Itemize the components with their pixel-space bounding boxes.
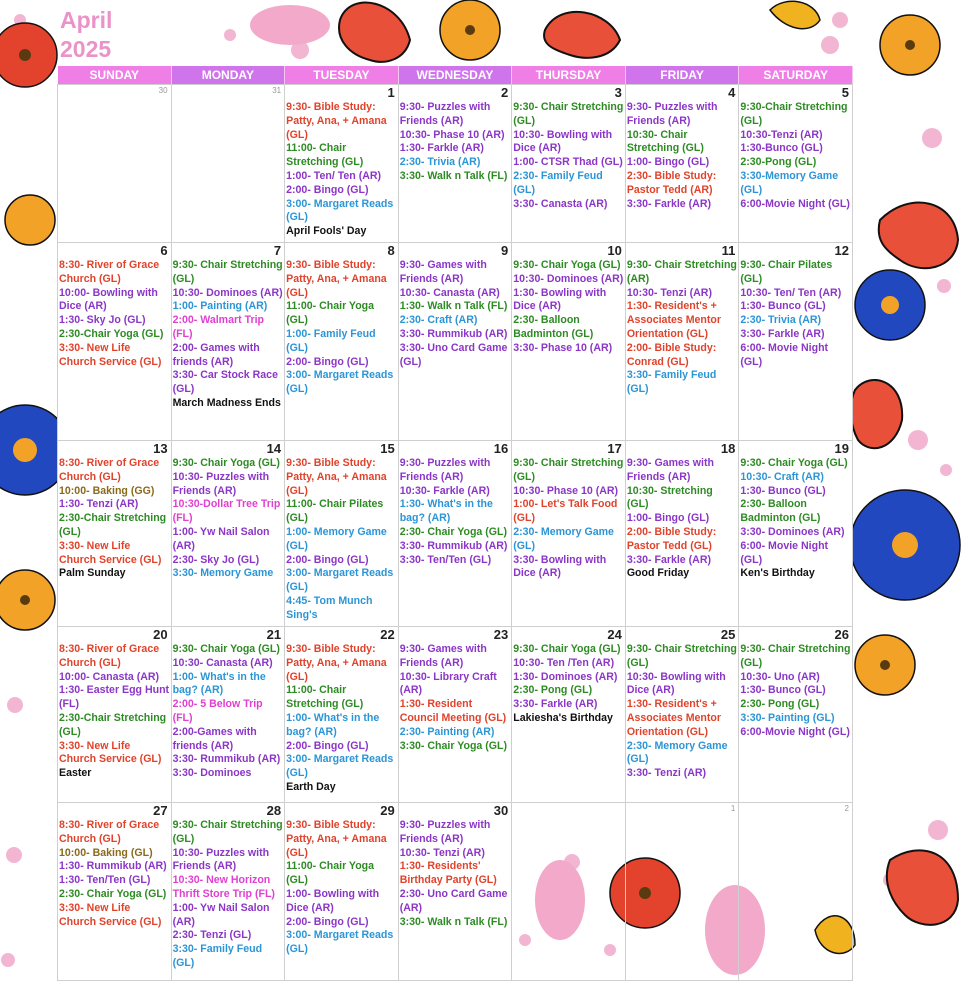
day-number: 2 bbox=[844, 804, 849, 813]
event-item: 2:30- Tenzi (GL) bbox=[172, 929, 252, 942]
day-cell bbox=[57, 242, 172, 441]
event-item: 10:30- Tenzi (AR) bbox=[399, 846, 485, 859]
event-item: 3:30-Memory Game (GL) bbox=[740, 169, 839, 196]
event-item: 2:30- Balloon Badminton (GL) bbox=[740, 498, 821, 525]
day-number: 24 bbox=[607, 627, 622, 642]
day-number: 31 bbox=[272, 86, 282, 95]
day-number: 16 bbox=[493, 441, 509, 456]
day-number: 1 bbox=[730, 804, 736, 813]
event-item: 3:00- Margaret Reads (GL) bbox=[286, 197, 394, 224]
event-item: 9:30- Puzzles with Friends (AR) bbox=[399, 819, 491, 845]
event-item: 2:00- Games with friends (AR) bbox=[172, 341, 260, 368]
day-number: 2 bbox=[501, 85, 509, 100]
event-item: 3:30- New Life Church Service (GL) bbox=[59, 739, 162, 766]
event-item: 9:30- Chair Yoga (GL) bbox=[740, 457, 848, 469]
calendar-week-row bbox=[58, 627, 853, 803]
event-item: 9:30- Chair Yoga (GL) bbox=[513, 643, 621, 655]
event-item: 11:00- Chair Yoga (GL) bbox=[286, 300, 375, 327]
event-item: 6:00-Movie Night (GL) bbox=[740, 725, 850, 738]
event-item: 11:00- Chair Stretching (GL) bbox=[286, 684, 364, 711]
event-item: 2:30- Trivia (AR) bbox=[399, 156, 481, 169]
weekday-header-friday: FRIDAY bbox=[626, 66, 740, 85]
calendar-week-row bbox=[58, 243, 853, 441]
day-cell bbox=[57, 802, 172, 981]
event-item: 3:30- Car Stock Race (GL) bbox=[172, 369, 278, 396]
event-item: 2:00- 5 Below Trip (FL) bbox=[172, 698, 263, 724]
event-item: 3:30- Dominoes (AR) bbox=[740, 525, 845, 538]
event-item: 9:30- Bible Study: Patty, Ana, + Amana (GL) bbox=[286, 259, 387, 299]
day-cell bbox=[398, 802, 513, 981]
event-item: 2:30- Memory Game (GL) bbox=[513, 525, 614, 552]
event-item: 3:30- Memory Game bbox=[172, 567, 274, 580]
event-item: 1:00- Bingo (GL) bbox=[626, 156, 710, 169]
event-item: 2:00- Bingo (GL) bbox=[286, 553, 369, 566]
day-number: 3 bbox=[614, 85, 622, 100]
day-cell bbox=[625, 626, 740, 803]
day-number: 30 bbox=[493, 803, 509, 818]
day-note: April Fools' Day bbox=[286, 225, 367, 238]
event-item: 1:30- Bunco (GL) bbox=[740, 484, 826, 497]
event-item: 1:00- Bingo (GL) bbox=[626, 512, 710, 525]
event-item: 1:30- Dominoes (AR) bbox=[513, 670, 618, 683]
event-item: 9:30- Chair Stretching (GL) bbox=[626, 643, 737, 669]
day-cell bbox=[625, 84, 740, 243]
event-item: 9:30- Chair Yoga (GL) bbox=[172, 643, 280, 655]
event-item: 10:00- Canasta (AR) bbox=[59, 670, 160, 683]
day-number: 6 bbox=[160, 243, 168, 258]
day-number: 21 bbox=[266, 627, 282, 642]
event-item: 9:30- Games with Friends (AR) bbox=[399, 259, 487, 285]
event-item: 9:30- Puzzles with Friends (AR) bbox=[626, 101, 718, 127]
day-number: 30 bbox=[158, 86, 168, 95]
event-item: 1:30- What's in the bag? (AR) bbox=[399, 498, 493, 525]
day-cell bbox=[57, 626, 172, 803]
event-item: 10:00- Baking (GG) bbox=[59, 484, 155, 497]
event-item: 9:30- Chair Stretching (GL) bbox=[172, 819, 283, 845]
day-note: Palm Sunday bbox=[59, 567, 126, 580]
event-item: 1:30- Tenzi (AR) bbox=[59, 498, 139, 511]
day-cell bbox=[171, 440, 286, 627]
event-item: 3:30- Rummikub (AR) bbox=[399, 539, 508, 552]
event-item: 3:00- Margaret Reads (GL) bbox=[286, 567, 394, 594]
event-item: 10:30- New Horizon Thrift Store Trip (FL) bbox=[172, 874, 275, 900]
day-cell bbox=[398, 242, 513, 441]
day-cell bbox=[511, 626, 626, 803]
event-item: 3:00- Margaret Reads (GL) bbox=[286, 369, 394, 396]
event-item: 11:00- Chair Yoga (GL) bbox=[286, 860, 375, 887]
event-item: 10:30- Stretching (GL) bbox=[626, 484, 713, 511]
day-cell bbox=[738, 626, 853, 803]
day-cell bbox=[284, 440, 399, 627]
event-item: 3:30- Farkle (AR) bbox=[740, 327, 825, 340]
event-item: 10:30- Puzzles with Friends (AR) bbox=[172, 470, 270, 497]
day-cell bbox=[171, 84, 286, 243]
event-item: 3:30- Family Feud (GL) bbox=[172, 943, 263, 969]
event-item: 3:00- Margaret Reads (GL) bbox=[286, 929, 394, 956]
day-note: Earth Day bbox=[286, 780, 336, 793]
event-item: 1:30- Rummikub (AR) bbox=[59, 860, 167, 873]
event-item: 9:30- Puzzles with Friends (AR) bbox=[399, 457, 491, 483]
day-cell bbox=[625, 802, 740, 981]
day-cell bbox=[57, 440, 172, 627]
event-item: 1:30- Walk n Talk (FL) bbox=[399, 300, 508, 313]
event-item: 1:00- Yw Nail Salon (AR) bbox=[172, 901, 270, 928]
event-item: 2:00- Bingo (GL) bbox=[286, 355, 369, 368]
day-cell bbox=[625, 440, 740, 627]
day-number: 8 bbox=[387, 243, 395, 258]
event-item: 10:30- Phase 10 (AR) bbox=[513, 484, 619, 497]
event-item: 10:00- Bowling with Dice (AR) bbox=[59, 286, 158, 313]
day-cell bbox=[398, 84, 513, 243]
event-item: 1:30- Resident's + Associates Mentor Orientation (GL) bbox=[626, 300, 722, 340]
day-cell bbox=[284, 626, 399, 803]
event-item: 1:30- Resident's + Associates Mentor Orientation (GL) bbox=[626, 698, 722, 738]
event-item: 3:30- Chair Yoga (GL) bbox=[399, 739, 508, 752]
event-item: 9:30- Chair Yoga (GL) bbox=[172, 457, 280, 469]
event-item: 2:30- Bible Study: Pastor Tedd (AR) bbox=[626, 169, 717, 196]
event-item: 3:30- Rummikub (AR) bbox=[172, 753, 281, 766]
event-item: 9:30- Bible Study: Patty, Ana, + Amana (GL) bbox=[286, 643, 387, 683]
event-item: 9:30- Games with Friends (AR) bbox=[399, 643, 487, 669]
weekday-header-thursday: THURSDAY bbox=[512, 66, 626, 85]
day-number: 25 bbox=[720, 627, 736, 642]
day-cell bbox=[738, 242, 853, 441]
weekday-header-monday: MONDAY bbox=[172, 66, 286, 85]
event-item: 8:30- River of Grace Church (GL) bbox=[59, 819, 160, 845]
event-item: 1:00- Family Feud (GL) bbox=[286, 327, 376, 354]
event-item: 2:30- Memory Game (GL) bbox=[626, 739, 728, 766]
calendar-title bbox=[60, 6, 112, 64]
day-number: 7 bbox=[273, 243, 282, 258]
event-item: 8:30- River of Grace Church (GL) bbox=[59, 259, 160, 285]
day-number: 19 bbox=[834, 441, 849, 456]
event-item: 1:30- Bowling with Dice (AR) bbox=[513, 286, 607, 313]
calendar-week-row bbox=[58, 85, 853, 243]
event-item: 1:30- Sky Jo (GL) bbox=[59, 314, 146, 327]
event-item: 9:30- Chair Stretching (AR) bbox=[626, 259, 737, 285]
day-cell bbox=[738, 802, 853, 981]
event-item: 1:30-Bunco (GL) bbox=[740, 142, 823, 155]
event-item: 9:30- Chair Stretching (GL) bbox=[740, 643, 851, 669]
event-item: 10:30- Ten /Ten (AR) bbox=[513, 656, 615, 669]
event-item: 3:30- Family Feud (GL) bbox=[626, 369, 717, 396]
event-item: 6:00- Movie Night (GL) bbox=[740, 539, 829, 566]
event-item: 2:30- Pong (GL) bbox=[740, 698, 820, 711]
event-item: 9:30- Chair Yoga (GL) bbox=[513, 259, 621, 271]
day-number: 9 bbox=[501, 243, 509, 258]
event-item: 1:30- Farkle (AR) bbox=[399, 142, 484, 155]
day-number: 4 bbox=[728, 85, 736, 100]
event-item: 10:30- Library Craft (AR) bbox=[399, 670, 497, 697]
day-cell bbox=[511, 242, 626, 441]
day-cell bbox=[171, 626, 286, 803]
day-number: 28 bbox=[266, 803, 282, 818]
day-number: 5 bbox=[841, 85, 849, 100]
event-item: 2:00- Bible Study: Pastor Tedd (GL) bbox=[626, 525, 717, 552]
event-item: 9:30-Chair Stretching (GL) bbox=[740, 101, 848, 127]
event-item: 2:30- Chair Yoga (GL) bbox=[59, 887, 167, 900]
event-item: 1:00- Yw Nail Salon (AR) bbox=[172, 525, 270, 552]
event-item: 2:00- Bingo (GL) bbox=[286, 915, 369, 928]
event-item: 3:30- Farkle (AR) bbox=[626, 553, 711, 566]
event-item: 1:00- Ten/ Ten (AR) bbox=[286, 169, 382, 182]
event-item: 9:30- Bible Study: Patty, Ana, + Amana (GL) bbox=[286, 101, 387, 141]
event-item: 3:30- Phase 10 (AR) bbox=[513, 341, 613, 354]
day-number: 22 bbox=[380, 627, 395, 642]
event-item: 8:30- River of Grace Church (GL) bbox=[59, 643, 160, 669]
day-cell bbox=[398, 626, 513, 803]
day-note: Lakiesha's Birthday bbox=[513, 711, 613, 724]
event-item: 2:30- Uno Card Game (AR) bbox=[399, 887, 508, 914]
event-item: 9:30- Bible Study: Patty, Ana, + Amana (GL) bbox=[286, 457, 387, 497]
event-item: 2:30- Craft (AR) bbox=[399, 314, 478, 327]
event-item: 6:00- Movie Night (GL) bbox=[740, 341, 829, 368]
event-item: 2:30-Chair Yoga (GL) bbox=[59, 327, 164, 340]
event-item: 3:30- Rummikub (AR) bbox=[399, 327, 508, 340]
day-cell bbox=[171, 242, 286, 441]
event-item: 9:30- Puzzles with Friends (AR) bbox=[399, 101, 491, 127]
event-item: 8:30- River of Grace Church (GL) bbox=[59, 457, 160, 483]
event-item: 3:30- Uno Card Game (GL) bbox=[399, 341, 508, 368]
weekday-header-row bbox=[58, 66, 853, 85]
event-item: 10:30- Canasta (AR) bbox=[399, 286, 500, 299]
event-item: 9:30- Bible Study: Patty, Ana, + Amana (GL) bbox=[286, 819, 387, 859]
event-item: 10:30- Tenzi (AR) bbox=[626, 286, 712, 299]
event-item: 10:30- Dominoes (AR) bbox=[172, 286, 283, 299]
day-number: 23 bbox=[493, 627, 509, 642]
day-cell bbox=[738, 440, 853, 627]
day-number: 27 bbox=[153, 803, 168, 818]
day-number: 18 bbox=[720, 441, 736, 456]
weekday-header-sunday: SUNDAY bbox=[58, 66, 172, 85]
event-item: 9:30- Chair Pilates (GL) bbox=[740, 259, 833, 285]
day-cell bbox=[57, 84, 172, 243]
weekday-header-tuesday: TUESDAY bbox=[285, 66, 399, 85]
event-item: 3:30- Ten/Ten (GL) bbox=[399, 553, 492, 566]
event-item: 1:00- Painting (AR) bbox=[172, 300, 268, 313]
day-note: March Madness Ends bbox=[172, 396, 281, 409]
event-item: 1:30- Bunco (GL) bbox=[740, 300, 826, 313]
event-item: 10:30-Tenzi (AR) bbox=[740, 128, 823, 141]
event-item: 10:30- Farkle (AR) bbox=[399, 484, 490, 497]
event-item: 3:30- Bowling with Dice (AR) bbox=[513, 553, 607, 580]
weekday-header-wednesday: WEDNESDAY bbox=[399, 66, 513, 85]
event-item: 1:00- Let's Talk Food (GL) bbox=[513, 498, 618, 525]
day-number: 29 bbox=[380, 803, 395, 818]
event-item: 1:00- Bowling with Dice (AR) bbox=[286, 887, 380, 914]
event-item: 2:30- Family Feud (GL) bbox=[513, 169, 603, 196]
calendar-week-row bbox=[58, 441, 853, 627]
event-item: 10:30- Craft (AR) bbox=[740, 470, 824, 483]
day-number: 20 bbox=[153, 627, 168, 642]
event-item: 10:30- Bowling with Dice (AR) bbox=[626, 670, 726, 697]
calendar-week-row bbox=[58, 803, 853, 981]
event-item: 2:30- Sky Jo (GL) bbox=[172, 553, 260, 566]
event-item: 10:30- Chair Stretching (GL) bbox=[626, 128, 704, 155]
weekday-header-saturday: SATURDAY bbox=[739, 66, 853, 85]
year-label: 2025 bbox=[60, 36, 112, 62]
month-label: April bbox=[60, 7, 113, 33]
event-item: 9:30- Chair Stretching (GL) bbox=[172, 259, 283, 285]
day-cell bbox=[511, 802, 626, 981]
day-cell bbox=[738, 84, 853, 243]
day-cell bbox=[284, 802, 399, 981]
day-cell bbox=[171, 802, 286, 981]
day-cell bbox=[625, 242, 740, 441]
event-item: 3:30- Walk n Talk (FL) bbox=[399, 915, 508, 928]
event-item: 10:00- Baking (GL) bbox=[59, 846, 153, 859]
event-item: 1:30- Easter Egg Hunt (FL) bbox=[59, 684, 170, 711]
event-item: 2:30-Pong (GL) bbox=[740, 156, 817, 169]
event-item: 2:30- Balloon Badminton (GL) bbox=[513, 314, 594, 340]
day-number: 14 bbox=[266, 441, 282, 456]
event-item: 1:00- Memory Game (GL) bbox=[286, 525, 387, 552]
event-item: 9:30- Chair Stretching (GL) bbox=[513, 101, 624, 127]
event-item: 2:30- Painting (AR) bbox=[399, 725, 495, 738]
event-item: 1:30- Resident Council Meeting (GL) bbox=[399, 698, 507, 724]
event-item: 11:00- Chair Pilates (GL) bbox=[286, 498, 384, 525]
event-item: 3:30- New Life Church Service (GL) bbox=[59, 341, 162, 368]
event-item: 1:00- What's in the bag? (AR) bbox=[286, 711, 380, 738]
day-note: Ken's Birthday bbox=[740, 567, 815, 580]
event-item: 1:30- Bunco (GL) bbox=[740, 684, 826, 697]
day-note: Easter bbox=[59, 767, 92, 780]
event-item: 9:30- Games with Friends (AR) bbox=[626, 457, 714, 483]
event-item: 10:30- Uno (AR) bbox=[740, 670, 820, 683]
event-item: 3:30- Walk n Talk (FL) bbox=[399, 169, 508, 182]
event-item: 3:00- Margaret Reads (GL) bbox=[286, 753, 394, 780]
day-number: 13 bbox=[153, 441, 168, 456]
day-number: 17 bbox=[607, 441, 622, 456]
event-item: 11:00- Chair Stretching (GL) bbox=[286, 142, 364, 169]
event-item: 1:30- Residents' Birthday Party (GL) bbox=[399, 860, 497, 887]
day-note: Good Friday bbox=[626, 567, 690, 580]
event-item: 2:30-Chair Stretching (GL) bbox=[59, 512, 167, 538]
event-item: 3:30- New Life Church Service (GL) bbox=[59, 901, 162, 928]
event-item: 3:30- Farkle (AR) bbox=[513, 698, 598, 711]
event-item: 3:30- Canasta (AR) bbox=[513, 197, 608, 210]
event-item: 9:30- Chair Stretching (GL) bbox=[513, 457, 624, 483]
event-item: 10:30-Dollar Tree Trip (FL) bbox=[172, 498, 281, 525]
event-item: 2:30- Pong (GL) bbox=[513, 684, 593, 697]
event-item: 10:30- Ten/ Ten (AR) bbox=[740, 286, 842, 299]
event-item: 10:30- Phase 10 (AR) bbox=[399, 128, 505, 141]
event-item: 1:30- Ten/Ten (GL) bbox=[59, 874, 151, 887]
event-item: 1:00- What's in the bag? (AR) bbox=[172, 670, 266, 697]
day-number: 1 bbox=[387, 85, 395, 100]
event-item: 1:00- CTSR Thad (GL) bbox=[513, 156, 623, 169]
event-item: 3:30- Tenzi (AR) bbox=[626, 767, 707, 780]
event-item: 2:30- Trivia (AR) bbox=[740, 314, 822, 327]
day-number: 15 bbox=[380, 441, 395, 456]
event-item: 2:00-Games with friends (AR) bbox=[172, 725, 257, 752]
day-cell bbox=[284, 84, 399, 243]
event-item: 3:30- Dominoes bbox=[172, 767, 252, 780]
calendar-grid bbox=[58, 66, 853, 981]
day-number bbox=[512, 803, 625, 819]
event-item: 4:45- Tom Munch Sing's bbox=[286, 594, 373, 621]
event-item: 2:00- Bible Study: Conrad (GL) bbox=[626, 341, 717, 368]
event-item: 10:30- Puzzles with Friends (AR) bbox=[172, 846, 270, 873]
day-number: 26 bbox=[834, 627, 849, 642]
day-number: 12 bbox=[834, 243, 849, 258]
day-cell bbox=[398, 440, 513, 627]
event-item: 10:30- Bowling with Dice (AR) bbox=[513, 128, 613, 155]
day-number: 11 bbox=[721, 243, 736, 258]
day-cell bbox=[284, 242, 399, 441]
day-cell bbox=[511, 440, 626, 627]
event-item: 3:30- Farkle (AR) bbox=[626, 197, 711, 210]
day-cell bbox=[511, 84, 626, 243]
event-item: 3:30- New Life Church Service (GL) bbox=[59, 539, 162, 566]
event-item: 2:00- Bingo (GL) bbox=[286, 739, 369, 752]
event-item: 10:30- Canasta (AR) bbox=[172, 656, 273, 669]
event-item: 6:00-Movie Night (GL) bbox=[740, 197, 850, 210]
event-item: 2:30-Chair Stretching (GL) bbox=[59, 711, 167, 738]
event-item: 3:30- Painting (GL) bbox=[740, 711, 835, 724]
event-item: 2:00- Bingo (GL) bbox=[286, 183, 369, 196]
event-item: 10:30- Dominoes (AR) bbox=[513, 272, 624, 285]
event-item: 2:00- Walmart Trip (FL) bbox=[172, 314, 265, 340]
day-number: 10 bbox=[607, 243, 622, 258]
event-item: 2:30- Chair Yoga (GL) bbox=[399, 525, 508, 538]
